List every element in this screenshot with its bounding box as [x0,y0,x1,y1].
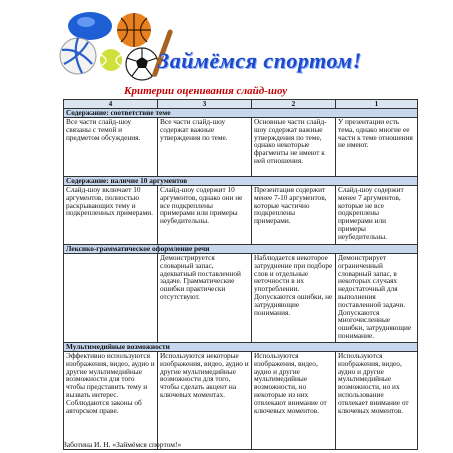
score-header: 1 [336,100,418,109]
banner-title: Займёмся спортом! [158,48,362,73]
tennis-ball-icon [100,49,122,71]
section-row [64,109,418,118]
criteria-cell: Слайд-шоу содержит менее 7 аргументов, которые не все подкреплены примерами или примеры неубедительны. [336,186,418,245]
section-title: Мультимедийные возможности [64,343,418,352]
criteria-cell: Демонстрирует ограниченный словарный запас, в некоторых случаях недостаточный для выполнения поставленной задачи. Допускаются многочисленные ошибки, затрудняющие понимание. [336,254,418,343]
criteria-cell: Все части слайд-шоу связаны с темой и предметом обсуждения. [64,118,158,177]
criteria-cell: Слайд-шоу содержит 10 аргументов, однако они не все подкреплены примерами или примеры неубедительны. [158,186,252,245]
section-title: Содержание: соответствие теме [64,109,418,118]
volleyball-icon [60,38,96,74]
criteria-cell: Используются некоторые изображения, видео, аудио и другие мультимедийные возможности для того, чтобы сделать акцент на ключевых моментах. [158,352,252,450]
basketball-icon [117,13,151,47]
criteria-title: Критерии оценивания слайд-шоу [124,85,288,97]
criteria-cell: Используются изображения, видео, аудио и другие мультимедийные возможности, но их использование отвлекает внимание от ключевых моментов. [336,352,418,450]
section-row [64,245,418,254]
criteria-cell: Презентация содержит менее 7-10 аргументов, которые частично подкреплены примерами. [252,186,336,245]
criteria-cell: У презентации есть тема, однако многие ее части к теме отношения не имеют. [336,118,418,177]
section-title: Содержание: наличие 10 аргументов [64,177,418,186]
score-header: 4 [64,100,158,109]
criteria-cell: Наблюдается некоторое затруднение при подборе слов и отдельные неточности в их употреблении. Допускаются ошибки, не затрудняющие понимания. [252,254,336,343]
score-header: 2 [252,100,336,109]
header-artwork [48,8,408,86]
criteria-cell: Основные части слайд-шоу содержат важные утверждения по теме, однако некоторые фрагменты не имеют к ней отношения. [252,118,336,177]
criteria-cell [64,254,158,343]
score-header-row [64,100,418,109]
boxing-glove-icon [68,12,112,40]
footer-credit: Заботина И. Н. «Займёмся спортом!» [63,440,182,449]
criteria-cell: Слайд-шоу включает 10 аргументов, полностью раскрывающих тему и подкрепленных примерами. [64,186,158,245]
criteria-row [64,118,418,177]
section-title: Лексико-грамматическое оформление речи [64,245,418,254]
criteria-cell: Используются изображения, видео, аудио и другие мультимедийные возможности, но некоторые из них отвлекают внимание от ключевых моментов. [252,352,336,450]
criteria-cell: Эффективно используются изображения, видео, аудио и другие мультимедийные возможности для того чтобы представить тему и вызвать интерес. Соблюдаются законы об авторском праве. [64,352,158,450]
criteria-row [64,186,418,245]
criteria-cell: Демонстрируется словарный запас, адекватный поставленной задаче. Грамматические ошибки практически отсутствуют. [158,254,252,343]
criteria-cell: Все части слайд-шоу содержат важные утверждения по теме. [158,118,252,177]
criteria-row [64,254,418,343]
criteria-table [63,99,418,450]
section-row [64,343,418,352]
score-header: 3 [158,100,252,109]
criteria-row [64,352,418,450]
section-row [64,177,418,186]
